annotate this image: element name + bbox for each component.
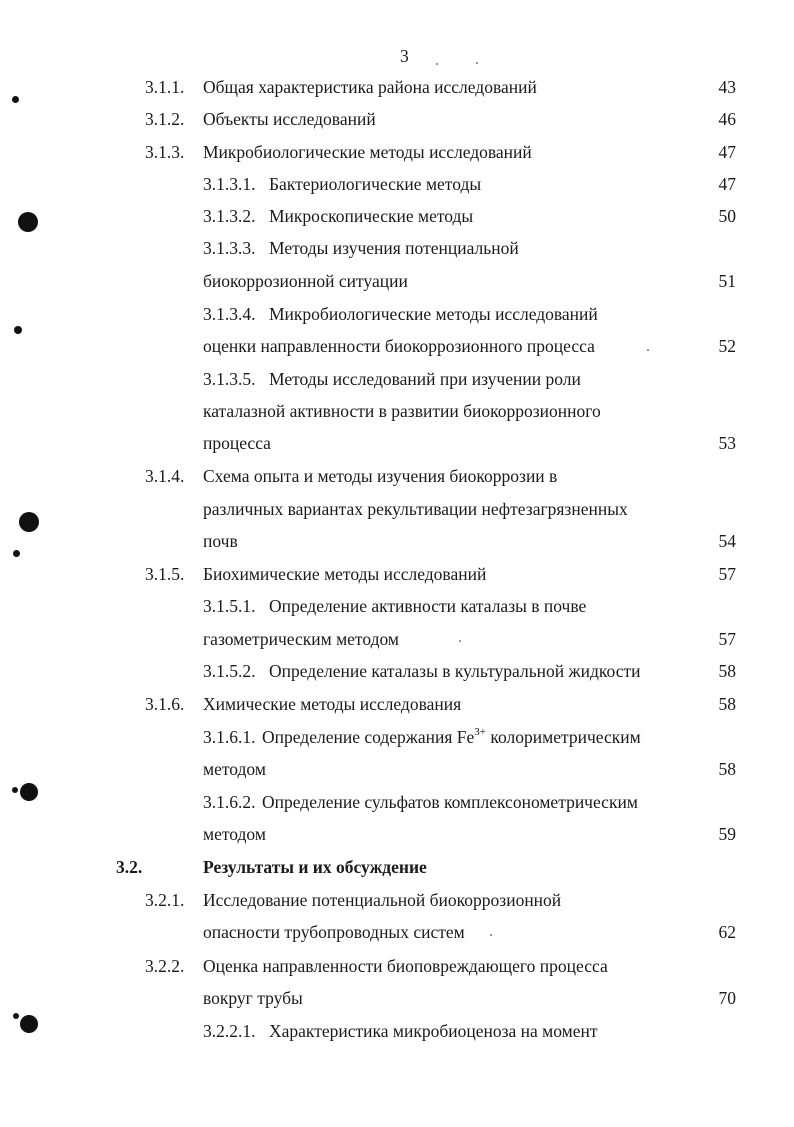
entry-title: Общая характеристика района исследований [203,77,537,97]
entry-title: Объекты исследований [203,109,376,129]
entry-title: Определение каталазы в культуральной жидкости [269,661,641,681]
scan-speck [436,63,438,65]
scan-speck [647,349,649,351]
entry-title-line: методом [203,824,266,844]
entry-page: 54 [718,531,736,551]
entry-title-line: почв [203,531,238,551]
entry-title-pre: Определение содержания Fe [262,727,475,747]
entry-title-line: Микробиологические методы исследований [269,304,598,324]
entry-title: Микробиологические методы исследований [203,142,532,162]
binder-hole-mark [19,512,39,532]
entry-page: 58 [718,759,736,779]
entry-title-line: оценки направленности биокоррозионного процесса [203,336,595,356]
binder-hole-mark [13,550,20,557]
section-title: Результаты и их обсуждение [203,857,427,877]
entry-number: 3.1.1. [145,77,185,97]
entry-number: 3.1.3.4. [203,304,256,324]
entry-title-line: Методы изучения потенциальной [269,238,519,258]
entry-number: 3.1.4. [145,466,185,486]
entry-page: 58 [718,694,736,714]
entry-page: 52 [718,336,736,356]
entry-title: Биохимические методы исследований [203,564,487,584]
entry-page: 53 [718,433,736,453]
entry-page: 51 [718,271,736,291]
binder-hole-mark [12,787,18,793]
entry-page: 50 [718,206,736,226]
entry-title-line: вокруг трубы [203,988,303,1008]
entry-page: 70 [718,988,736,1008]
entry-number: 3.1.2. [145,109,185,129]
entry-page: 57 [718,629,736,649]
entry-title-line: Исследование потенциальной биокоррозионной [203,890,562,910]
entry-title-line: биокоррозионной ситуации [203,271,408,291]
binder-hole-mark [13,1013,19,1019]
entry-page: 47 [718,142,736,162]
entry-number: 3.1.5.1. [203,596,256,616]
entry-page: 58 [718,661,736,681]
entry-number: 3.1.3. [145,142,185,162]
entry-title: Бактериологические методы [269,174,482,194]
binder-hole-mark [12,96,19,103]
entry-title-line: процесса [203,433,271,453]
entry-number: 3.2.2. [145,956,185,976]
binder-hole-mark [20,1015,38,1033]
entry-number: 3.1.3.3. [203,238,256,258]
entry-page: 43 [718,77,736,97]
entry-number: 3.2.2.1. [203,1021,256,1041]
scan-speck [459,640,461,642]
entry-title-line: методом [203,759,266,779]
binder-hole-mark [20,783,38,801]
entry-title-line: каталазной активности в развитии биокоррозионного [203,401,601,421]
entry-title-line: Определение активности каталазы в почве [269,596,587,616]
entry-title: Характеристика микробиоценоза на момент [269,1021,598,1041]
binder-hole-mark [14,326,22,334]
entry-page: 47 [718,174,736,194]
entry-title-line: Определение сульфатов комплексонометрическим [262,792,638,812]
entry-page: 59 [718,824,736,844]
entry-number: 3.2.1. [145,890,185,910]
entry-title-post: колориметрическим [486,727,641,747]
entry-title-line: опасности трубопроводных систем [203,922,465,942]
page-number: 3 [400,46,409,66]
entry-number: 3.1.3.2. [203,206,256,226]
entry-number: 3.1.6.1. [203,727,256,747]
entry-title-line: Схема опыта и методы изучения биокоррозии в [203,466,558,486]
entry-page: 62 [718,922,736,942]
entry-title: Химические методы исследования [203,694,462,714]
entry-number: 3.1.5.2. [203,661,256,681]
entry-title-line: различных вариантах рекультивации нефтезагрязненных [203,499,628,519]
entry-title-line: Методы исследований при изучении роли [269,369,581,389]
entry-title-line [262,726,641,747]
scan-speck [490,934,492,936]
entry-page: 46 [718,109,736,129]
ion-charge-superscript: 3+ [474,726,487,738]
entry-number: 3.1.3.5. [203,369,256,389]
section-number: 3.2. [116,857,143,877]
entry-number: 3.1.6.2. [203,792,256,812]
binder-hole-mark [18,212,38,232]
entry-number: 3.1.3.1. [203,174,256,194]
entry-number: 3.1.5. [145,564,185,584]
entry-number: 3.1.6. [145,694,185,714]
entry-title-line: газометрическим методом [203,629,399,649]
entry-page: 57 [718,564,736,584]
scan-speck [476,62,478,64]
entry-title: Микроскопические методы [269,206,474,226]
entry-title-line: Оценка направленности биоповреждающего процесса [203,956,608,976]
